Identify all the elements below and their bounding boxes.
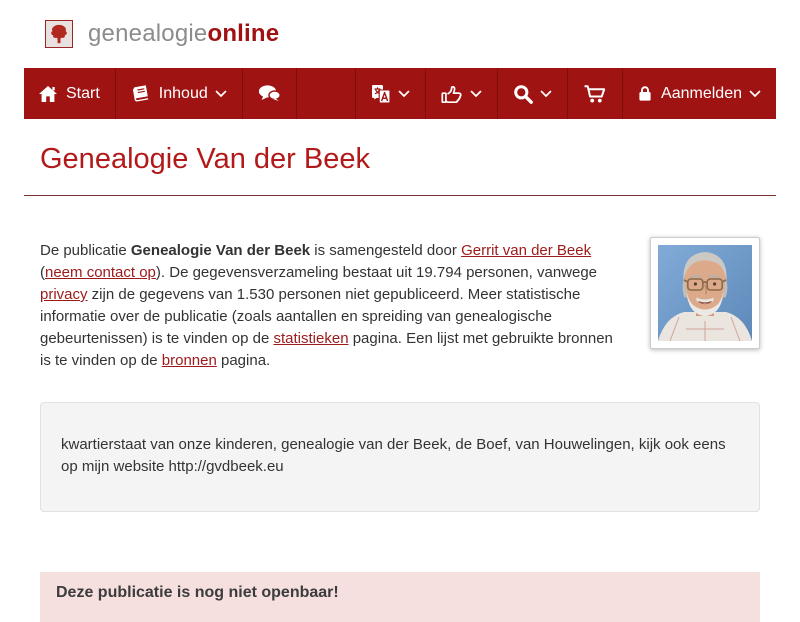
page-title: Genealogie Van der Beek	[40, 143, 370, 175]
cart-icon	[583, 84, 607, 104]
lock-icon	[638, 85, 652, 102]
nav-item-recommend[interactable]	[426, 68, 498, 119]
privacy-link[interactable]: privacy	[40, 286, 88, 303]
author-portrait	[650, 237, 760, 349]
book-icon	[131, 85, 150, 102]
contact-link[interactable]: neem contact op	[45, 264, 156, 281]
comments-icon	[258, 85, 281, 102]
language-icon	[371, 84, 391, 104]
nav-label-start: Start	[66, 84, 100, 102]
nav-item-inhoud[interactable]	[116, 68, 243, 119]
chevron-down-icon	[398, 90, 410, 98]
nav-item-search[interactable]	[498, 68, 568, 119]
not-public-notice-text: Deze publicatie is nog niet openbaar!	[56, 584, 339, 601]
intro-text: ). De gegevensverzameling bestaat uit 19.794 personen, vanwege	[155, 264, 598, 281]
intro-paragraph	[40, 240, 617, 372]
thumbs-up-icon	[441, 84, 463, 104]
nav-label-inhoud: Inhoud	[158, 84, 208, 102]
main-nav	[24, 68, 776, 119]
nav-item-shop[interactable]	[568, 68, 623, 119]
intro-text: zijn de gegevens van 1.530 personen niet gepubliceerd. Meer statistische informatie over de publicatie (zoals aantallen en spreiding van genealogische gebeurtenissen) is te vinden op de	[40, 286, 581, 347]
title-divider	[24, 195, 776, 196]
nav-label-aanmelden: Aanmelden	[661, 84, 742, 102]
intro-text: is samengesteld door	[310, 242, 462, 259]
search-icon	[513, 84, 533, 104]
not-public-notice	[40, 572, 760, 622]
home-icon	[39, 86, 57, 102]
nav-item-start[interactable]	[24, 68, 116, 119]
main-content	[24, 143, 776, 622]
statistics-link[interactable]: statistieken	[273, 330, 349, 347]
intro-text: (	[40, 264, 45, 281]
nav-item-messages[interactable]	[243, 68, 297, 119]
site-logo[interactable]	[45, 20, 279, 48]
publication-description-box	[40, 402, 760, 512]
chevron-down-icon	[215, 90, 227, 98]
intro-row	[40, 240, 760, 372]
intro-text: De publicatie	[40, 242, 131, 259]
brand-text: genealogieonline	[88, 20, 280, 47]
intro-text: pagina. Een lijst met gebruikte bronnen is te vinden op de	[40, 330, 613, 369]
publication-description: kwartierstaat van onze kinderen, genealogie van der Beek, de Boef, van Houwelingen, kijk ook eens op mijn website http://gvdbeek.eu	[61, 436, 726, 475]
intro-text: pagina.	[216, 352, 271, 369]
chevron-down-icon	[470, 90, 482, 98]
nav-spacer	[297, 68, 356, 119]
nav-item-aanmelden[interactable]	[623, 68, 776, 119]
publication-name: Genealogie Van der Beek	[130, 242, 311, 259]
chevron-down-icon	[540, 90, 552, 98]
tree-icon	[45, 20, 73, 48]
sources-link[interactable]: bronnen	[161, 352, 217, 369]
author-link[interactable]: Gerrit van der Beek	[461, 242, 592, 259]
nav-item-language[interactable]	[356, 68, 426, 119]
chevron-down-icon	[749, 90, 761, 98]
site-header	[0, 0, 800, 68]
